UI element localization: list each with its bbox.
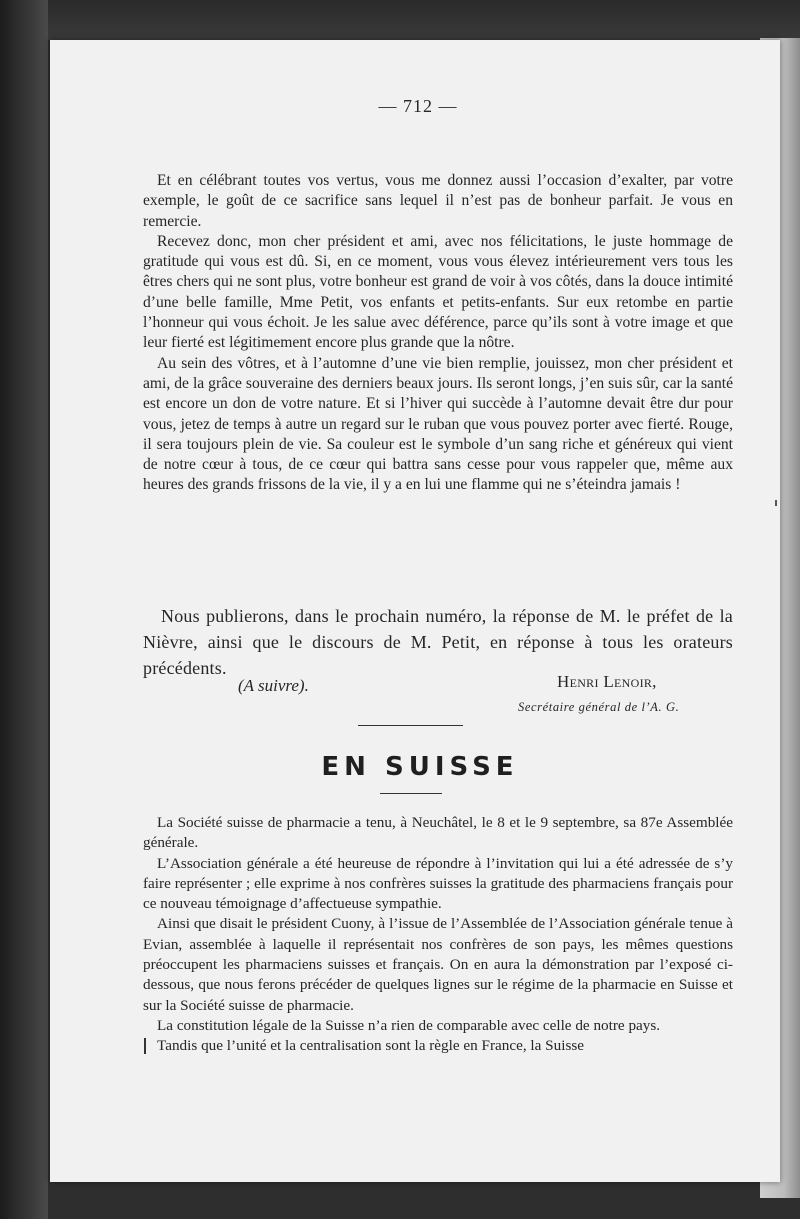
scan-background-left — [0, 0, 48, 1219]
section-divider-bottom — [380, 793, 442, 794]
suisse-paragraph-2: L’Association générale a été heureuse de répondre à l’invitation qui lui a été adressée de s’y faire représenter ; elle exprime à nos confrères suisses la gratitude des pharmaciens français pour ce nouveau témoignage d’affectueuse sympathie. — [143, 854, 733, 913]
scan-speck — [775, 500, 777, 506]
suisse-body — [143, 813, 733, 1057]
speech-paragraph-2: Recevez donc, mon cher président et ami, avec nos félicitations, le juste hommage de gratitude qui vous est dû. Si, en ce moment, vous vous élevez intérieurement vers tous les êtres chers qui ne sont plus, votre bonheur est grand de voir à vos côtés, dans la douce intimité d’une belle famille, Mme Petit, vos enfants et petits-enfants. Sur eux retombe en partie l’honneur qui vous échoit. Je les salue avec déférence, parce qu’ils sont à votre image et que leur fierté est légitimement encore plus grande que la nôtre. — [143, 232, 733, 352]
signature-title: Secrétaire général de l’A. G. — [518, 700, 680, 714]
margin-mark — [144, 1038, 146, 1054]
editorial-announcement — [143, 603, 733, 681]
speech-paragraph-3: Au sein des vôtres, et à l’automne d’une vie bien remplie, jouissez, mon cher président et ami, de la grâce souveraine des derniers beaux jours. Ils seront longs, j’en suis sûr, car la santé est encore un don de votre nature. Et si l’hiver qui succède à l’automne devait être dur pour vous, jetez de temps à autre un regard sur le ruban que vous pouvez porter avec fierté. Rouge, il sera toujours plein de vie. Sa couleur est le symbole d’un sang riche et généreux qui vient de notre cœur à tous, de ce cœur qui battra sans cesse pour vous rappeler que, même aux heures des grands frissons de la vie, il y a en lui une flamme qui ne s’éteindra jamais ! — [143, 354, 733, 494]
speech-body — [143, 171, 733, 496]
announcement-text: Nous publierons, dans le prochain numéro, la réponse de M. le préfet de la Nièvre, ainsi que le discours de M. Petit, en réponse à tous les orateurs précédents. — [143, 606, 733, 678]
suisse-paragraph-5: Tandis que l’unité et la centralisation sont la règle en France, la Suisse — [157, 1037, 585, 1055]
suisse-paragraph-3: Ainsi que disait le président Cuony, à l’issue de l’Assemblée de l’Association générale tenue à Evian, assemblée à laquelle il représentait nos confrères de son pays, les mêmes questions préoccupent les pharmaciens suisses et français. On en aura la démonstration par l’exposé ci-dessous, que nous ferons précéder de quelques lignes sur le régime de la pharmacie en Suisse et sur la Société suisse de pharmacie. — [143, 915, 733, 1014]
speech-paragraph-1: Et en célébrant toutes vos vertus, vous me donnez aussi l’occasion d’exalter, par votre exemple, le goût de ce sacrifice sans lequel il n’est pas de bonheur parfait. Je vous en remercie. — [143, 172, 733, 230]
suisse-paragraph-4: La constitution légale de la Suisse n’a rien de comparable avec celle de notre pays. — [157, 1016, 661, 1034]
suisse-paragraph-1: La Société suisse de pharmacie a tenu, à Neuchâtel, le 8 et le 9 septembre, sa 87e Assemblée générale. — [143, 814, 733, 852]
section-divider-top — [358, 725, 463, 726]
section-heading: EN SUISSE — [321, 752, 519, 782]
scan-background-top — [0, 0, 800, 40]
signature-name: Henri Lenoir, — [557, 672, 657, 691]
to-be-continued-note — [238, 676, 309, 696]
document-page — [50, 40, 780, 1182]
page-number: — 712 — — [378, 96, 458, 116]
signature-block — [557, 672, 657, 692]
to-be-continued-text: (A suivre). — [238, 676, 309, 695]
